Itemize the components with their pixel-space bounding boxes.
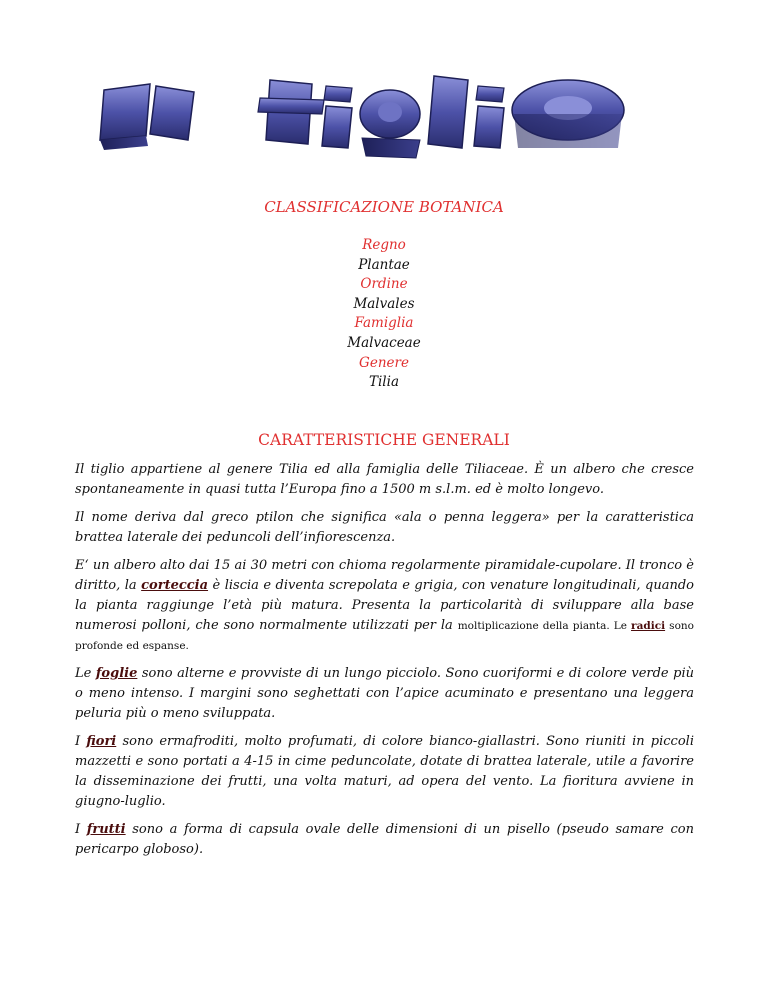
taxonomy-rank-regno: Regno	[362, 237, 406, 253]
taxonomy-rank-famiglia: Famiglia	[354, 315, 414, 332]
title-wordart	[90, 62, 650, 162]
taxonomy-value-ordine: Malvales	[353, 295, 415, 312]
paragraph-fruits	[75, 820, 694, 860]
text: sono a forma di capsula ovale delle dimensioni di un pisello (pseudo samare con pericarpo globoso).	[75, 822, 694, 857]
paragraph-intro: Il tiglio appartiene al genere Tilia ed alla famiglia delle Tiliaceae. È un albero che cresce spontaneamente in quasi tutta l’Europa fino a 1500 m s.l.m. ed è molto longevo.	[75, 462, 694, 497]
keyword-corteccia: corteccia	[141, 578, 209, 593]
text: I	[75, 822, 87, 837]
general-body	[75, 460, 694, 868]
text: sono profonde ed espanse.	[75, 620, 694, 652]
paragraph-flowers	[75, 732, 694, 812]
keyword-fiori: fiori	[86, 734, 117, 749]
keyword-radici: radici	[631, 620, 666, 632]
text: I	[75, 734, 87, 749]
keyword-frutti: frutti	[86, 822, 126, 837]
taxonomy-rank-ordine: Ordine	[360, 276, 408, 293]
general-heading: CARATTERISTICHE GENERALI	[258, 431, 510, 449]
text: sono ermafroditi, molto profumati, di colore bianco-giallastri. Sono riuniti in piccoli mazzetti e sono portati a 4-15 in cime peduncolate, dotate di brattea laterale, utile a favorire la disseminazione dei frutti, una volta maturi, ad opera del vento. La fioritura avviene in giugno-luglio.	[75, 734, 694, 809]
keyword-foglie: foglie	[95, 666, 138, 681]
text: sono alterne e provviste di un lungo picciolo. Sono cuoriformi e di colore verde più o meno intenso. I margini sono seghettati con l’apice acuminato e presentano una leggera peluria più o meno sviluppata.	[75, 666, 694, 721]
taxonomy-value-regno: Plantae	[358, 256, 410, 273]
title-letters	[100, 76, 624, 158]
text: Le	[75, 666, 96, 681]
taxonomy-rank-genere: Genere	[359, 354, 409, 371]
text: è liscia e diventa screpolata e grigia, con venature longitudinali, quando la pianta raggiunge l’età più matura. Presenta la particolarità di sviluppare alla base numerosi polloni, che sono normalmente utilizzati per la	[75, 578, 694, 633]
taxonomy-value-genere: Tilia	[368, 374, 399, 391]
text: moltiplicazione della pianta. Le	[457, 620, 632, 632]
text: E‘ un albero alto dai 15 ai 30 metri con chioma regolarmente piramidale-cupolare. Il tronco è diritto, la	[75, 558, 694, 593]
paragraph-description	[75, 556, 694, 656]
paragraph-etymology: Il nome deriva dal greco ptilon che significa «ala o penna leggera» per la caratteristica brattea laterale dei peduncoli dell’infiorescenza.	[75, 510, 694, 545]
taxonomy-value-famiglia: Malvaceae	[347, 334, 421, 351]
taxonomy-list	[0, 236, 768, 393]
paragraph-leaves	[75, 664, 694, 724]
classification-heading: CLASSIFICAZIONE BOTANICA	[264, 198, 504, 216]
